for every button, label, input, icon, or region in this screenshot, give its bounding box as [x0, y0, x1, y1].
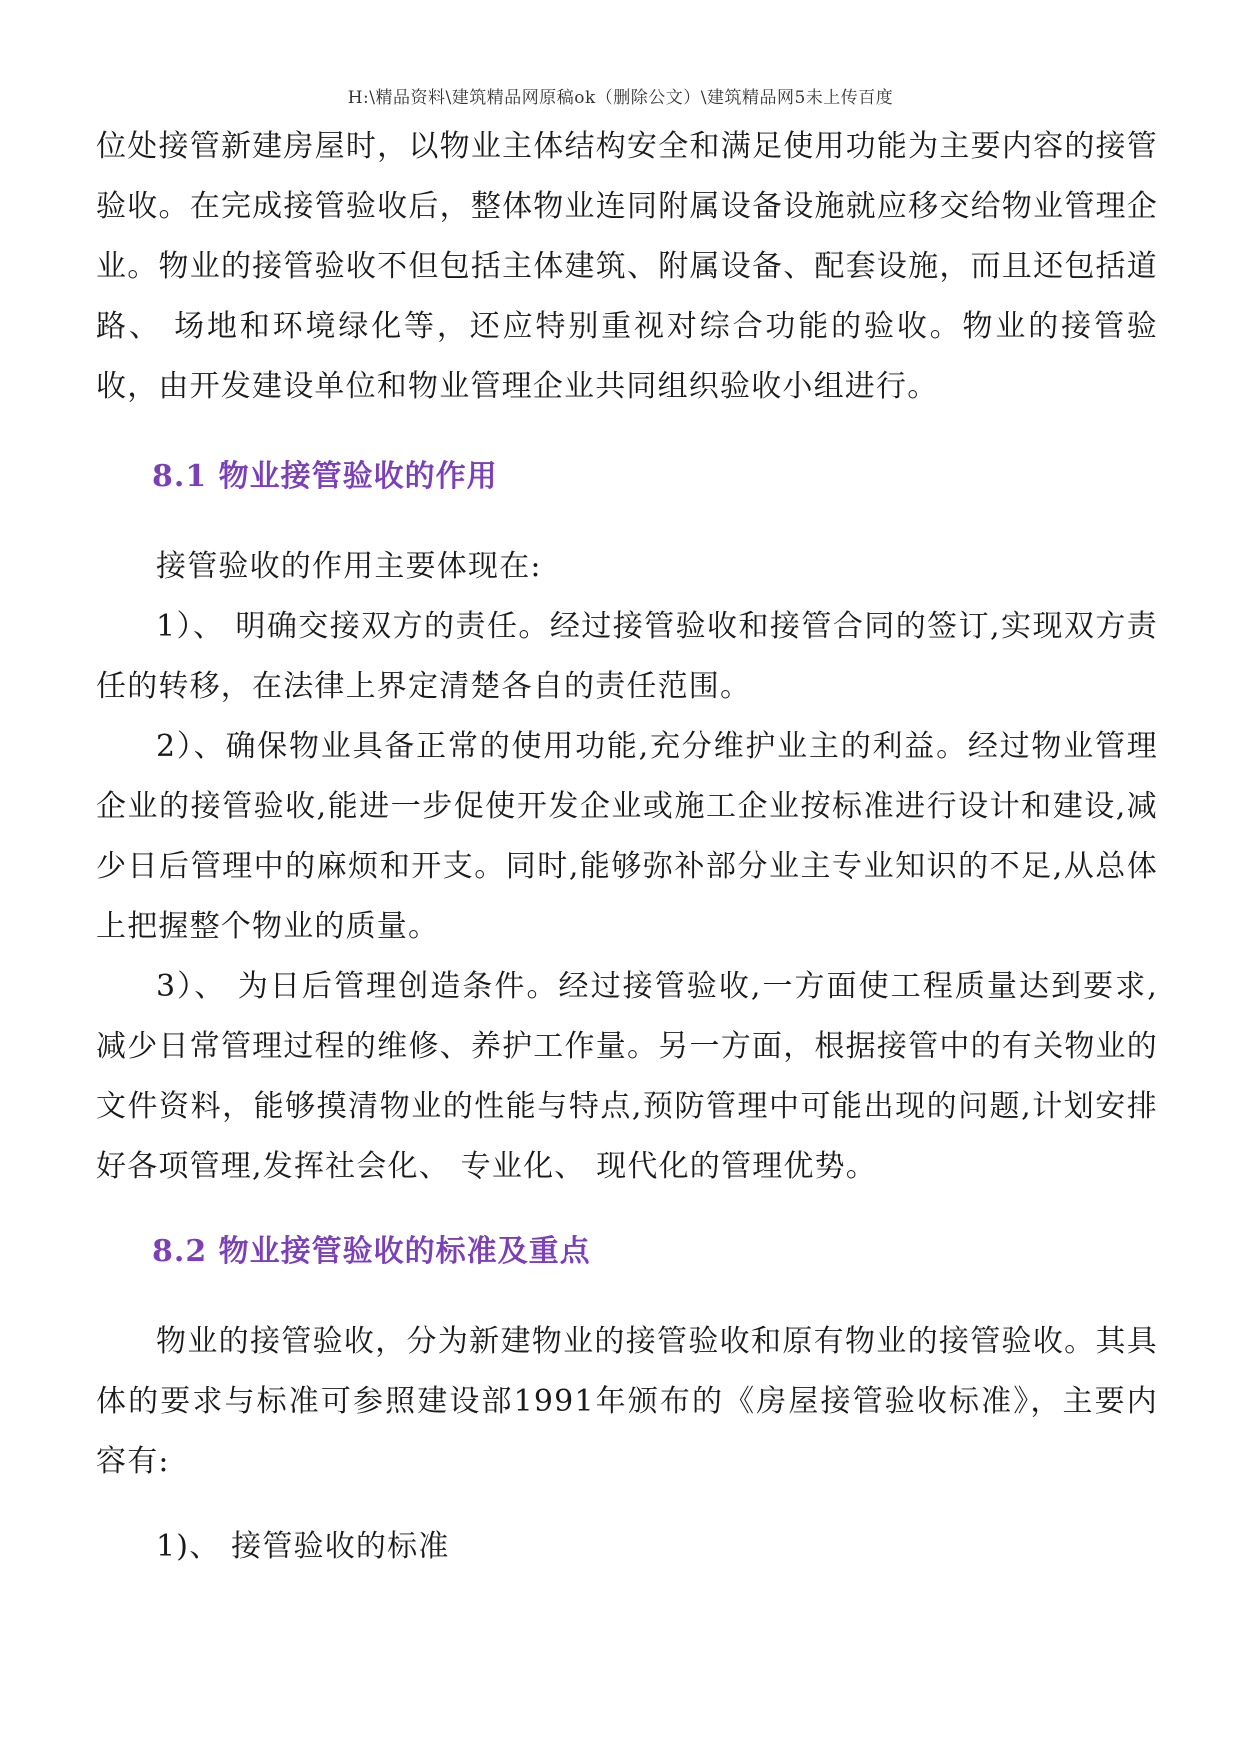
- intro-paragraph: 位处接管新建房屋时，以物业主体结构安全和满足使用功能为主要内容的接管验收。在完成接管验收后，整体物业连同附属设备设施就应移交给物业管理企业。物业的接管验收不但包括主体建筑、附属设备、配套设施，而且还包括道路、 场地和环境绿化等，还应特别重视对综合功能的验收。物业的接管验收，由开发建设单位和物业管理企业共同组织验收小组进行。: [96, 129, 1158, 404]
- section-1-item-1: 1）、 明确交接双方的责任。经过接管验收和接管合同的签订,实现双方责任的转移，在法律上界定清楚各自的责任范围。: [96, 609, 1158, 704]
- section-2-item-1: 1)、 接管验收的标准: [156, 1529, 450, 1564]
- section-1-item-3: 3）、 为日后管理创造条件。经过接管验收,一方面使工程质量达到要求,减少日常管理过程的维修、养护工作量。另一方面，根据接管中的有关物业的文件资料，能够摸清物业的性能与特点,预防管理中可能出现的问题,计划安排好各项管理,发挥社会化、 专业化、 现代化的管理优势。: [96, 969, 1158, 1184]
- page-header-path: H:\精品资料\建筑精品网原稿ok（删除公文）\建筑精品网5未上传百度: [347, 88, 894, 108]
- section-2-title: 8.2 物业接管验收的标准及重点: [152, 1234, 591, 1269]
- section-1-item-2: 2）、确保物业具备正常的使用功能,充分维护业主的利益。经过物业管理企业的接管验收,能进一步促使开发企业或施工企业按标准进行设计和建设,减少日后管理中的麻烦和开支。同时,能够弥补部分业主专业知识的不足,从总体上把握整个物业的质量。: [96, 729, 1158, 944]
- section-1-title: 8.1 物业接管验收的作用: [152, 459, 498, 494]
- section-2-paragraph: 物业的接管验收，分为新建物业的接管验收和原有物业的接管验收。其具体的要求与标准可参照建设部1991年颁布的《房屋接管验收标准》，主要内容有:: [96, 1324, 1158, 1479]
- document-body: [96, 117, 1158, 1577]
- section-1-lead: 接管验收的作用主要体现在:: [156, 549, 542, 584]
